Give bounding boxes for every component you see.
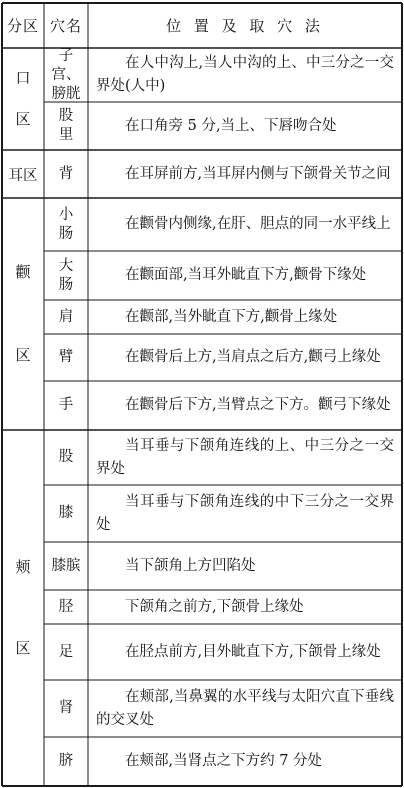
point-name: 肾 xyxy=(58,700,74,716)
point-description: 在颧部,当外眦直下方,颧骨上缘处 xyxy=(125,308,338,325)
point-name: 臂 xyxy=(58,349,74,365)
region-er xyxy=(2,150,44,198)
point-description: 在胫点前方,目外眦直下方,下颌骨上缘处 xyxy=(125,643,381,660)
point-description: 在口角旁 5 分,当上、下唇吻合处 xyxy=(125,117,337,134)
point-name: 膝膑 xyxy=(51,557,81,574)
point-description: 在颧骨内侧缘,在肝、胆点的同一水平线上 xyxy=(125,216,391,232)
region-quan xyxy=(2,198,44,430)
region-kou xyxy=(2,48,44,150)
point-name: 脐 xyxy=(58,753,74,769)
region-char: 区 xyxy=(15,110,31,128)
region-char: 颊 xyxy=(15,558,31,576)
point-name: 背 xyxy=(58,165,74,182)
region-jia xyxy=(2,430,44,786)
point-description: 下颌角之前方,下颌骨上缘处 xyxy=(125,598,304,615)
point-name: 大肠 xyxy=(58,257,74,293)
point-description: 在颧面部,当耳外眦直下方,颧骨下缘处 xyxy=(125,267,367,283)
header-description: 位 置 及 取 穴 法 xyxy=(166,17,324,35)
point-name: 膝 xyxy=(58,505,74,521)
header-region: 分区 xyxy=(6,17,39,35)
point-name: 胫 xyxy=(58,598,74,615)
point-description: 当耳垂与下颌角连线的中下三分之一交界处 xyxy=(96,493,394,533)
point-name: 手 xyxy=(58,397,74,413)
point-name: 股 xyxy=(58,449,74,465)
point-description: 当下颌角上方凹陷处 xyxy=(125,557,256,574)
point-description: 在颧骨后下方,当臂点之下方。颧弓下缘处 xyxy=(125,397,391,413)
point-description: 当耳垂与下颌角连线的上、中三分之一交界处 xyxy=(96,437,394,477)
point-name: 足 xyxy=(58,643,74,660)
point-description: 在耳屏前方,当耳屏内侧与下颌骨关节之间 xyxy=(125,165,391,182)
point-name: 肩 xyxy=(58,308,74,325)
region-char: 颧 xyxy=(15,263,31,281)
point-description: 在人中沟上,当人中沟的上、中三分之一交界处(人中) xyxy=(96,55,394,94)
point-description: 在颧骨后上方,当肩点之后方,颧弓上缘处 xyxy=(125,349,381,365)
point-description: 在颊部,当肾点之下方约 7 分处 xyxy=(125,753,323,769)
point-name: 小肠 xyxy=(58,206,74,242)
region-char: 口 xyxy=(15,69,31,87)
region-char: 区 xyxy=(15,639,31,657)
region-char: 耳区 xyxy=(8,167,38,184)
header-point: 穴名 xyxy=(49,17,82,35)
point-description: 在颊部,当鼻翼的水平线与太阳穴直下垂线的交叉处 xyxy=(96,688,394,728)
point-name: 股里 xyxy=(58,108,74,143)
region-char: 区 xyxy=(15,346,31,364)
point-name: 子宫、膀胱 xyxy=(51,47,81,102)
